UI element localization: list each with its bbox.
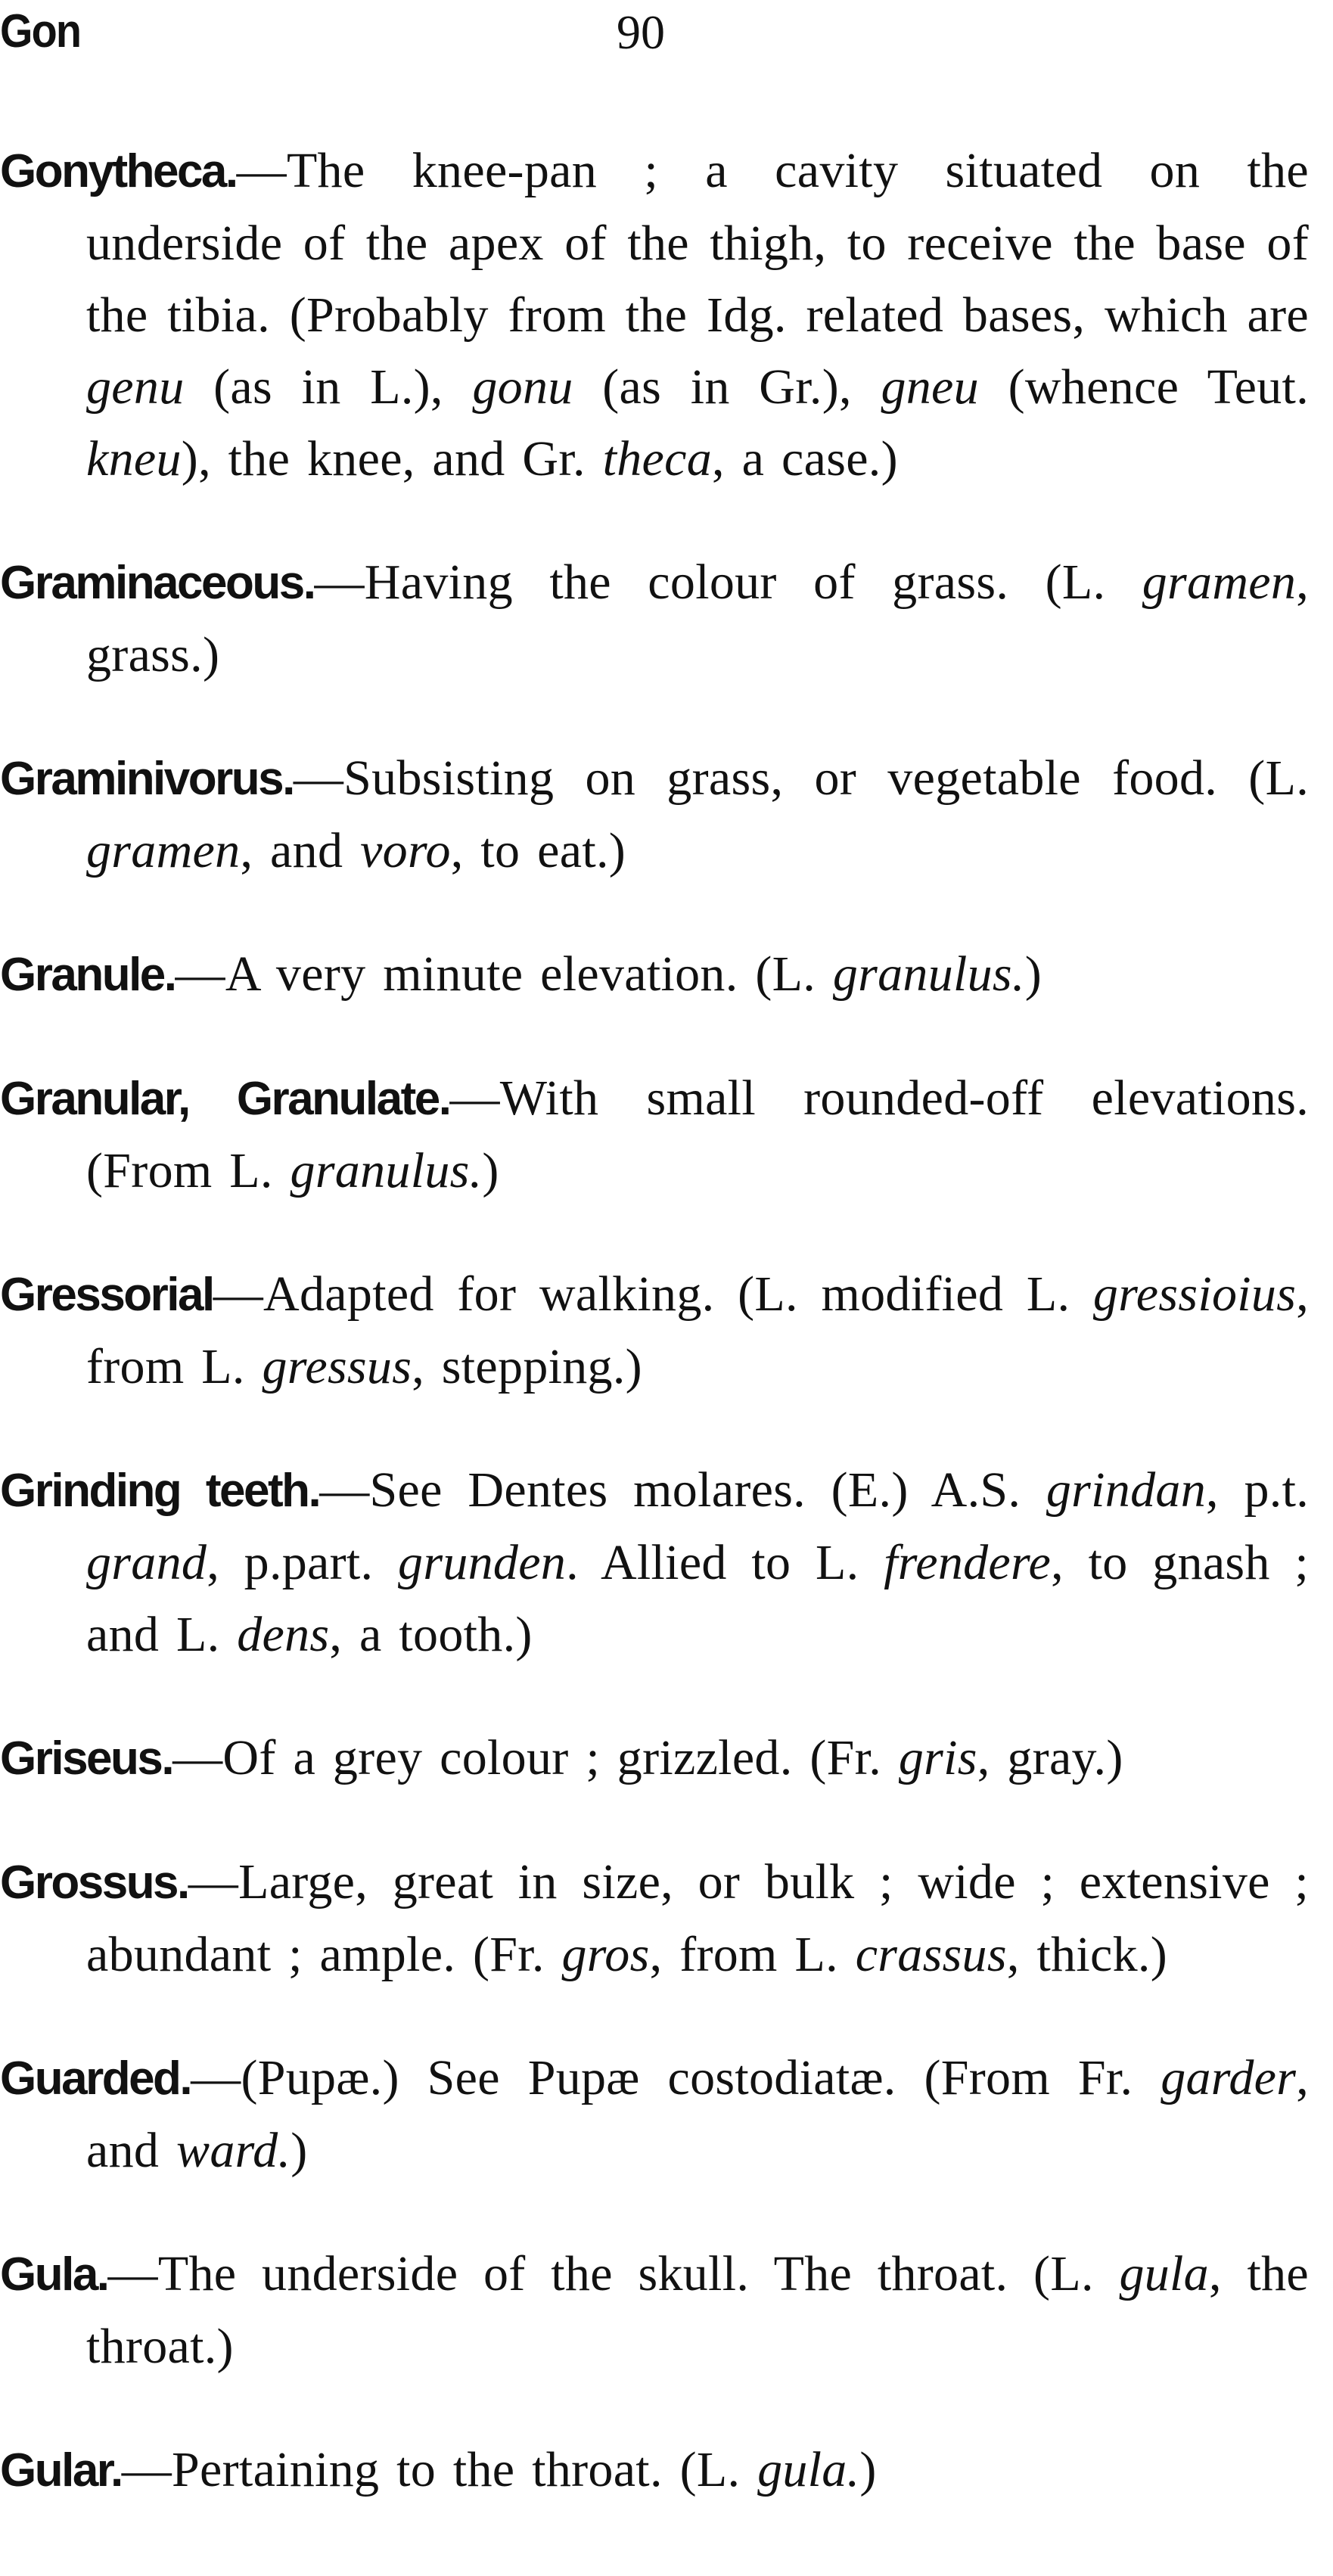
entry-headword: Graminivorus. — [0, 753, 294, 805]
entry-headword: Gular. — [0, 2444, 122, 2497]
page-number: 90 — [617, 5, 665, 59]
glossary-entry — [0, 1846, 1309, 1990]
glossary-entry — [0, 1454, 1309, 1670]
etymology-text: (L. — [1248, 750, 1309, 806]
entry-definition: —(Pupæ.) See Pupæ costodiatæ. — [191, 2050, 924, 2105]
etymology-term: gula. — [757, 2442, 860, 2497]
glossary-entry — [0, 2434, 1309, 2506]
entry-definition: —See Dentes molares. — [319, 1462, 831, 1518]
etymology-term: genu — [86, 359, 185, 415]
glossary-entry — [0, 1062, 1309, 1207]
etymology-text: , grass.) — [86, 555, 1309, 682]
etymology-text: (Fr. — [472, 1927, 562, 1982]
etymology-text: , gray.) — [977, 1730, 1123, 1785]
etymology-text: ) — [291, 2123, 308, 2178]
etymology-text: , to eat.) — [450, 823, 626, 878]
glossary-entry — [0, 135, 1309, 495]
entry-definition: —Subsisting on grass, or vegetable food. — [293, 750, 1249, 806]
etymology-text: ) — [482, 1143, 499, 1198]
etymology-text: (E.) A.S. — [831, 1462, 1046, 1518]
entry-definition: —The underside of the skull. The throat. — [107, 2246, 1034, 2301]
etymology-text: (L. — [1033, 2246, 1120, 2301]
entry-definition: —Having the colour of grass. — [314, 555, 1046, 610]
etymology-text: (L. — [1045, 555, 1142, 610]
etymology-text: , from L. — [649, 1927, 856, 1982]
entry-etymology — [680, 2442, 877, 2497]
etymology-term: frendere — [884, 1535, 1052, 1590]
etymology-text: (L. modified L. — [738, 1266, 1093, 1322]
glossary-entries — [0, 135, 1309, 2506]
entry-definition: —Of a grey colour ; grizzled. — [172, 1730, 810, 1785]
etymology-text: (Fr. — [809, 1730, 899, 1785]
etymology-text: (L. — [755, 946, 833, 1002]
etymology-text: , a case.) — [712, 431, 898, 486]
etymology-term: kneu — [86, 431, 182, 486]
etymology-text: , and — [86, 2050, 1310, 2178]
entry-definition: —Large, great in size, or bulk ; wide ; extensive ; abundant ; ample. — [86, 1854, 1309, 1982]
etymology-term: gris — [898, 1730, 977, 1785]
entry-definition: —The knee-pan ; a cavity situated on the underside of the apex of the thigh, to receive the base of the tibia. — [86, 143, 1309, 343]
entry-etymology — [755, 946, 1042, 1002]
etymology-text: , p.t. — [1206, 1462, 1310, 1518]
etymology-text: ) — [859, 2442, 877, 2497]
etymology-term: gramen — [86, 823, 241, 878]
etymology-text: , stepping.) — [412, 1339, 642, 1394]
etymology-term: gneu — [881, 359, 979, 415]
etymology-text: (From Fr. — [924, 2050, 1161, 2105]
etymology-term: dens — [237, 1607, 330, 1662]
glossary-entry — [0, 1258, 1309, 1403]
etymology-term: grand — [86, 1535, 207, 1590]
etymology-term: gressus — [262, 1339, 412, 1394]
etymology-text: (Probably from the Idg. related bases, which are — [289, 287, 1309, 343]
etymology-term: theca — [602, 431, 713, 486]
glossary-entry — [0, 546, 1309, 691]
etymology-term: granulus. — [290, 1143, 483, 1198]
etymology-text: ), the knee, and Gr. — [181, 431, 603, 486]
etymology-text: (as in Gr.), — [573, 359, 881, 415]
entry-headword: Gonytheca. — [0, 145, 237, 197]
etymology-text: ) — [1024, 946, 1042, 1002]
entry-headword: Graminaceous. — [0, 557, 315, 609]
entry-definition: —Pertaining to the throat. — [121, 2442, 680, 2497]
entry-headword: Grossus. — [0, 1857, 188, 1909]
glossary-entry — [0, 742, 1309, 887]
etymology-text: , a tooth.) — [329, 1607, 533, 1662]
etymology-text: (whence Teut. — [978, 359, 1309, 415]
glossary-entry — [0, 938, 1309, 1011]
etymology-term: ward. — [176, 2123, 291, 2178]
running-head: Gon — [0, 5, 81, 57]
entry-headword: Gula. — [0, 2248, 108, 2301]
glossary-entry — [0, 2042, 1309, 2186]
etymology-term: gros — [561, 1927, 650, 1982]
entry-definition: —With small rounded-off elevations. — [449, 1070, 1309, 1126]
entry-headword: Grinding teeth. — [0, 1465, 320, 1517]
entry-headword: Gressorial — [0, 1269, 213, 1321]
etymology-term: gonu — [472, 359, 573, 415]
etymology-text: (L. — [679, 2442, 758, 2497]
etymology-text: , thick.) — [1006, 1927, 1167, 1982]
etymology-text: (From L. — [86, 1143, 291, 1198]
entry-headword: Guarded. — [0, 2052, 191, 2105]
entry-etymology — [809, 1730, 1123, 1785]
entry-etymology — [86, 1143, 499, 1198]
entry-headword: Granular, Granulate. — [0, 1073, 450, 1125]
glossary-entry — [0, 1722, 1309, 1794]
etymology-term: grindan — [1046, 1462, 1206, 1518]
etymology-term: granulus. — [832, 946, 1025, 1002]
etymology-term: voro — [360, 823, 451, 878]
etymology-term: gramen — [1142, 555, 1297, 610]
etymology-term: garder — [1161, 2050, 1297, 2105]
etymology-term: gula — [1119, 2246, 1209, 2301]
glossary-entry — [0, 2238, 1309, 2382]
entry-headword: Griseus. — [0, 1732, 173, 1785]
page-header — [0, 5, 1333, 65]
etymology-text: , to gnash ; and L. — [86, 1535, 1309, 1662]
etymology-text: , and — [240, 823, 361, 878]
etymology-text: , the throat.) — [86, 2246, 1309, 2374]
entry-headword: Granule. — [0, 949, 176, 1001]
etymology-text: (as in L.), — [184, 359, 473, 415]
etymology-text: , p.part. — [207, 1535, 399, 1590]
entry-etymology — [473, 1927, 1167, 1982]
etymology-term: gressioius — [1092, 1266, 1297, 1322]
etymology-text: , from L. — [86, 1266, 1309, 1394]
etymology-term: crassus — [855, 1927, 1007, 1982]
entry-definition: —A very minute elevation. — [175, 946, 756, 1002]
etymology-term: grunden — [398, 1535, 567, 1590]
etymology-text: . Allied to L. — [566, 1535, 884, 1590]
entry-definition: —Adapted for walking. — [213, 1266, 738, 1322]
